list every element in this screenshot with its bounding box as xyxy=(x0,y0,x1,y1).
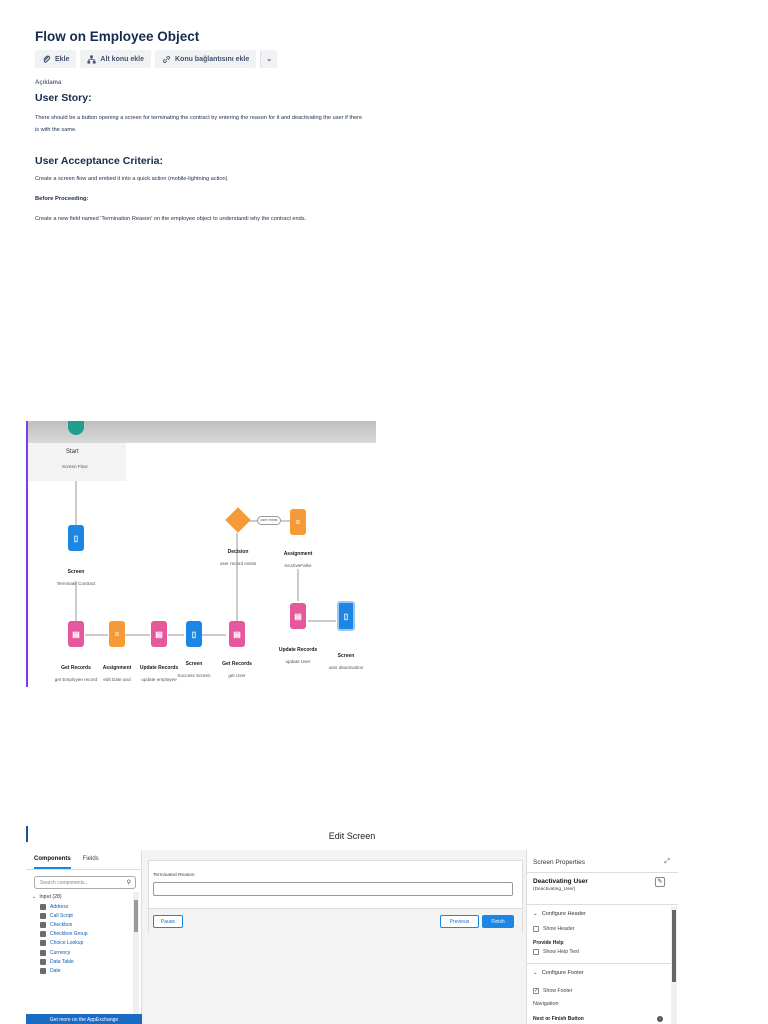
divider xyxy=(527,872,678,873)
component-item-checkbox[interactable] xyxy=(32,920,132,929)
paperclip-icon xyxy=(42,55,51,64)
attach-label: Ekle xyxy=(55,55,70,63)
properties-scrollbar[interactable] xyxy=(671,906,677,1024)
divider xyxy=(527,904,678,905)
component-label: Checkbox Group xyxy=(50,931,88,938)
node-label: Update Records xyxy=(278,647,318,653)
node-sub: update employee xyxy=(141,677,177,682)
screen-node-icon: ▯ xyxy=(68,525,84,551)
update-records-node-icon: ▤ xyxy=(290,603,306,629)
screen-node-icon: ▯ xyxy=(337,601,355,631)
date-icon xyxy=(40,968,46,974)
description-label: Açıklama xyxy=(35,80,62,86)
configure-footer-label: Configure Footer xyxy=(541,970,584,976)
edit-screen-window xyxy=(26,822,678,1024)
expand-icon[interactable]: ⤢ xyxy=(664,858,670,865)
appexchange-link[interactable]: Get more on the AppExchange xyxy=(26,1014,142,1024)
currency-icon xyxy=(40,950,46,956)
issue-toolbar xyxy=(35,50,277,68)
screen-name: Deactivating User xyxy=(533,878,588,885)
node-sub: get Employee record xyxy=(54,677,98,682)
node-label: Screen xyxy=(67,569,85,575)
node-label: Get Records xyxy=(222,661,252,667)
terminated-reason-input[interactable] xyxy=(153,882,513,896)
components-list xyxy=(32,892,132,976)
component-item-date[interactable] xyxy=(32,966,132,975)
attach-button[interactable] xyxy=(35,50,76,68)
terminated-reason-label: Terminated Reason xyxy=(153,873,195,878)
show-help-text-checkbox[interactable] xyxy=(533,949,579,955)
edit-pencil-icon[interactable]: ✎ xyxy=(655,877,665,887)
issue-title: Flow on Employee Object xyxy=(35,29,200,44)
edit-screen-header xyxy=(26,822,678,850)
before-proceeding-heading: Before Proceeding: xyxy=(35,196,89,202)
show-header-label: Show Header xyxy=(543,926,575,932)
component-label: Currency xyxy=(50,949,71,956)
link-issue-label: Konu bağlantısını ekle xyxy=(174,55,250,63)
search-placeholder: Search components... xyxy=(40,880,89,886)
show-header-checkbox[interactable] xyxy=(533,926,574,932)
before-proceeding-text: Create a new field named 'Termination Reason' on the employee object to understandi why the contract ends. xyxy=(35,216,307,222)
pause-button[interactable]: Pause xyxy=(153,915,183,928)
input-group-toggle[interactable] xyxy=(32,892,132,902)
screen-node-icon: ▯ xyxy=(186,621,202,647)
node-label: Screen xyxy=(185,661,203,667)
node-sub: update User xyxy=(285,659,311,664)
assignment-node-icon: = xyxy=(290,509,306,535)
more-actions-button[interactable] xyxy=(260,50,277,68)
uac-heading: User Acceptance Criteria: xyxy=(35,155,163,167)
component-label: Address xyxy=(50,903,69,910)
checkbox-unchecked-icon xyxy=(533,949,539,955)
component-item-currency[interactable] xyxy=(32,948,132,957)
info-icon[interactable]: i xyxy=(657,1016,663,1022)
input-group-label: Input (28) xyxy=(39,894,62,900)
tab-fields[interactable]: Fields xyxy=(82,856,99,862)
node-label: Assignment xyxy=(283,551,313,557)
component-label: Date xyxy=(50,967,61,974)
components-scrollbar[interactable] xyxy=(133,892,139,1014)
node-label: Get Records xyxy=(61,665,91,671)
link-issue-button[interactable] xyxy=(155,50,256,68)
user-story-heading: User Story: xyxy=(35,92,92,104)
user-story-text: There should be a button opening a screen for terminating the contract by entering the reason for it and deactivating the user if there is with the same. xyxy=(35,115,363,133)
provide-help-label: Provide Help xyxy=(533,940,564,946)
component-item-choice-lookup[interactable] xyxy=(32,939,132,948)
chevron-down-icon: ⌄ xyxy=(533,911,538,917)
show-footer-label: Show Footer xyxy=(543,988,573,994)
component-item-data-table[interactable] xyxy=(32,957,132,966)
checkbox-icon xyxy=(40,922,46,928)
show-help-text-label: Show Help Text xyxy=(543,949,579,955)
update-records-node-icon: ▤ xyxy=(151,621,167,647)
edit-screen-title: Edit Screen xyxy=(328,831,376,841)
configure-footer-toggle[interactable] xyxy=(533,970,584,976)
component-label: Checkbox xyxy=(50,921,73,928)
checkbox-checked-icon: ✓ xyxy=(534,988,539,994)
call-script-icon xyxy=(40,913,46,919)
search-components-input[interactable] xyxy=(34,876,136,889)
show-footer-checkbox[interactable] xyxy=(533,988,572,994)
component-label: Choice Lookup xyxy=(50,940,84,947)
node-sub: isActiveFalse xyxy=(284,563,312,568)
scrollbar-thumb[interactable] xyxy=(134,900,138,932)
screen-api-name: (Deactivating_User) xyxy=(533,887,576,892)
node-sub: Terminate Contract xyxy=(56,581,96,586)
get-records-node-icon: ▤ xyxy=(229,621,245,647)
node-sub: user record exists xyxy=(219,561,257,566)
node-sub: edit Date and xyxy=(103,677,131,682)
previous-button[interactable]: Previous xyxy=(440,915,479,928)
node-label: Decision xyxy=(227,549,249,555)
start-sub: Screen Flow xyxy=(62,464,88,469)
component-item-call-script[interactable] xyxy=(32,911,132,920)
choice-lookup-icon xyxy=(40,940,46,946)
assignment-node-icon: = xyxy=(109,621,125,647)
hierarchy-icon xyxy=(87,55,96,64)
address-icon xyxy=(40,904,46,910)
component-label: Call Script xyxy=(50,912,73,919)
component-item-address[interactable] xyxy=(32,902,132,911)
screen-canvas xyxy=(148,860,523,932)
connector-label: user exists xyxy=(257,516,281,525)
uac-text: Create a screen flow and embed it into a quick action (mobile-lightning action) xyxy=(35,176,228,182)
flow-diagram-image xyxy=(26,421,376,687)
start-label: Start xyxy=(66,449,79,455)
get-records-node-icon: ▤ xyxy=(68,621,84,647)
chevron-down-icon: ⌄ xyxy=(266,56,273,63)
node-sub: Success Screen xyxy=(177,673,211,678)
component-item-checkbox-group[interactable] xyxy=(32,930,132,939)
configure-header-label: Configure Header xyxy=(541,911,586,917)
chevron-down-icon: ⌄ xyxy=(533,970,538,976)
tab-components[interactable]: Components xyxy=(34,856,71,869)
checkbox-unchecked-icon xyxy=(533,926,539,932)
finish-button[interactable]: Finish xyxy=(482,915,514,928)
divider xyxy=(527,963,678,964)
data-table-icon xyxy=(40,959,46,965)
node-label: Assignment xyxy=(102,665,132,671)
component-label: Data Table xyxy=(50,958,74,965)
scrollbar-thumb[interactable] xyxy=(672,910,676,982)
screen-footer xyxy=(149,908,522,932)
add-child-label: Alt konu ekle xyxy=(100,55,144,63)
chevron-down-icon: ⌄ xyxy=(32,894,37,900)
configure-header-toggle[interactable] xyxy=(533,911,586,917)
node-label: Screen xyxy=(337,653,355,659)
node-sub: user deactivation xyxy=(328,665,364,670)
next-or-finish-label: Next or Finish Button xyxy=(533,1016,584,1022)
node-sub: get User xyxy=(228,673,246,678)
search-icon: ⚲ xyxy=(126,880,131,886)
components-tabs xyxy=(26,850,141,870)
link-icon xyxy=(162,55,171,64)
add-child-issue-button[interactable] xyxy=(80,50,151,68)
properties-heading: Screen Properties xyxy=(533,859,586,866)
screen-properties-panel xyxy=(526,850,678,1024)
checkbox-group-icon xyxy=(40,931,46,937)
node-label: Update Records xyxy=(139,665,179,671)
components-panel xyxy=(26,850,142,1024)
navigation-label: Navigation xyxy=(533,1001,559,1007)
